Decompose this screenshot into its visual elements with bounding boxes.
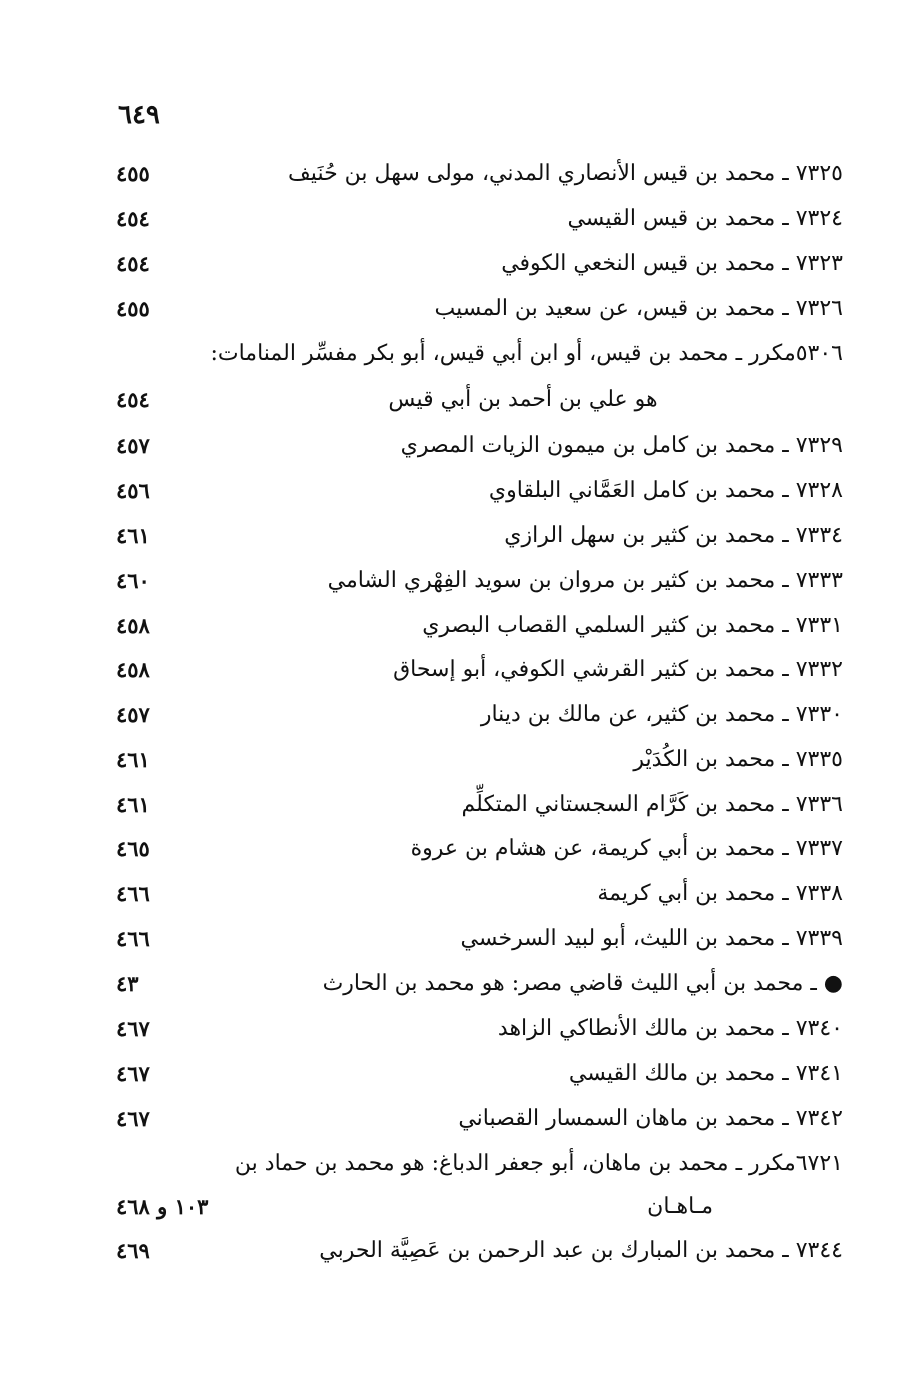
index-entry xyxy=(0,1105,923,1149)
entry-text: ٧٣٣٤ ـ محمد بن كثير بن سهل الرازي xyxy=(504,523,843,548)
entry-page-ref: ٤٥٦ xyxy=(116,478,150,503)
entry-page-ref: ٤٦٩ xyxy=(116,1238,150,1263)
index-entry xyxy=(0,1237,923,1281)
index-entry xyxy=(0,925,923,969)
entry-text: ٧٣٣٥ ـ محمد بن الكُدَيْر xyxy=(633,747,843,772)
entry-text: ٧٣٢٦ ـ محمد بن قيس، عن سعيد بن المسيب xyxy=(434,296,843,321)
index-entry xyxy=(0,791,923,835)
index-entry xyxy=(0,250,923,294)
index-entry xyxy=(0,612,923,656)
index-entry xyxy=(0,746,923,790)
entry-text: ٧٣٢٨ ـ محمد بن كامل العَمَّاني البلقاوي xyxy=(488,478,843,503)
entry-page-ref: ٤٦٧ xyxy=(116,1016,150,1041)
entry-text: هو علي بن أحمد بن أبي قيس xyxy=(388,387,658,412)
entry-page-ref: ٤٥٧ xyxy=(116,702,150,727)
page-number: ٦٤٩ xyxy=(118,100,160,130)
index-entry xyxy=(0,835,923,879)
entry-page-ref: ٤٥٤ xyxy=(116,251,150,276)
index-entry xyxy=(0,340,923,384)
index-entry xyxy=(0,522,923,566)
entry-page-ref: ٤٦٠ xyxy=(116,568,150,593)
entry-page-ref: ٤٥٨ xyxy=(116,657,150,682)
entry-page-ref: ٤٦٦ xyxy=(116,926,150,951)
entry-text: ٧٣٣٣ ـ محمد بن كثير بن مروان بن سويد الفِهْري الشامي xyxy=(327,568,843,593)
entry-text: ٧٣٣٠ ـ محمد بن كثير، عن مالك بن دينار xyxy=(480,702,843,727)
entry-page-ref: ٤٥٥ xyxy=(116,161,150,186)
index-entry xyxy=(0,656,923,700)
entry-text: ٥٣٠٦مكرر ـ محمد بن قيس، أو ابن أبي قيس، أبو بكر مفسِّر المنامات: xyxy=(210,341,843,366)
entry-page-ref: ٤٥٧ xyxy=(116,433,150,458)
entry-page-ref: ٤٣ xyxy=(116,971,139,996)
entry-text: ٧٣٣٢ ـ محمد بن كثير القرشي الكوفي، أبو إسحاق xyxy=(393,657,843,682)
entry-text: ٧٣٤٢ ـ محمد بن ماهان السمسار القصباني xyxy=(458,1106,843,1131)
entry-text: ٧٣٣١ ـ محمد بن كثير السلمي القصاب البصري xyxy=(422,613,843,638)
index-entry xyxy=(0,432,923,476)
index-entry xyxy=(0,205,923,249)
entry-page-ref: ٤٦٥ xyxy=(116,836,150,861)
index-entry-continuation xyxy=(0,386,923,430)
entry-page-ref: ٤٥٤ xyxy=(116,206,150,231)
entry-text: ٧٣٣٨ ـ محمد بن أبي كريمة xyxy=(597,881,843,906)
index-entry-continuation xyxy=(0,1193,923,1237)
entry-text: ٧٣٤٤ ـ محمد بن المبارك بن عبد الرحمن بن عَصِيَّة الحربي xyxy=(319,1238,843,1263)
entry-text: ٧٣٣٦ ـ محمد بن كَرَّام السجستاني المتكلِّم xyxy=(461,792,843,817)
entry-text: ٧٣٢٣ ـ محمد بن قيس النخعي الكوفي xyxy=(501,251,843,276)
entry-text: ٦٧٢١مكرر ـ محمد بن ماهان، أبو جعفر الدباغ: هو محمد بن حماد بن xyxy=(234,1151,843,1176)
index-entry xyxy=(0,1015,923,1059)
index-entry xyxy=(0,880,923,924)
entry-page-ref: ١٠٣ و ٤٦٨ xyxy=(116,1194,209,1219)
entry-page-ref: ٤٥٤ xyxy=(116,387,150,412)
entry-page-ref: ٤٥٨ xyxy=(116,613,150,638)
entry-page-ref: ٤٥٥ xyxy=(116,296,150,321)
entry-text: ٧٣٢٥ ـ محمد بن قيس الأنصاري المدني، مولى سهل بن حُنَيف xyxy=(288,161,843,186)
index-entry xyxy=(0,1150,923,1194)
entry-page-ref: ٤٦١ xyxy=(116,523,150,548)
index-entry xyxy=(0,1060,923,1104)
entry-page-ref: ٤٦٦ xyxy=(116,881,150,906)
entry-page-ref: ٤٦١ xyxy=(116,792,150,817)
index-entry xyxy=(0,701,923,745)
entry-text: مـاهـان xyxy=(647,1194,713,1219)
index-entry xyxy=(0,567,923,611)
entry-text: ● ـ محمد بن أبي الليث قاضي مصر: هو محمد بن الحارث xyxy=(322,971,843,996)
entry-text: ٧٣٣٧ ـ محمد بن أبي كريمة، عن هشام بن عروة xyxy=(410,836,843,861)
entry-text: ٧٣٤١ ـ محمد بن مالك القيسي xyxy=(568,1061,843,1086)
entry-page-ref: ٤٦٧ xyxy=(116,1061,150,1086)
entry-text: ٧٣٣٩ ـ محمد بن الليث، أبو لبيد السرخسي xyxy=(460,926,843,951)
entry-text: ٧٣٢٤ ـ محمد بن قيس القيسي xyxy=(567,206,843,231)
entry-text: ٧٣٢٩ ـ محمد بن كامل بن ميمون الزيات المصري xyxy=(400,433,843,458)
entry-page-ref: ٤٦٧ xyxy=(116,1106,150,1131)
index-entry xyxy=(0,295,923,339)
index-entry-cross-reference xyxy=(0,970,923,1014)
index-entry xyxy=(0,477,923,521)
entry-text: ٧٣٤٠ ـ محمد بن مالك الأنطاكي الزاهد xyxy=(497,1016,843,1041)
entry-page-ref: ٤٦١ xyxy=(116,747,150,772)
index-entry xyxy=(0,160,923,204)
